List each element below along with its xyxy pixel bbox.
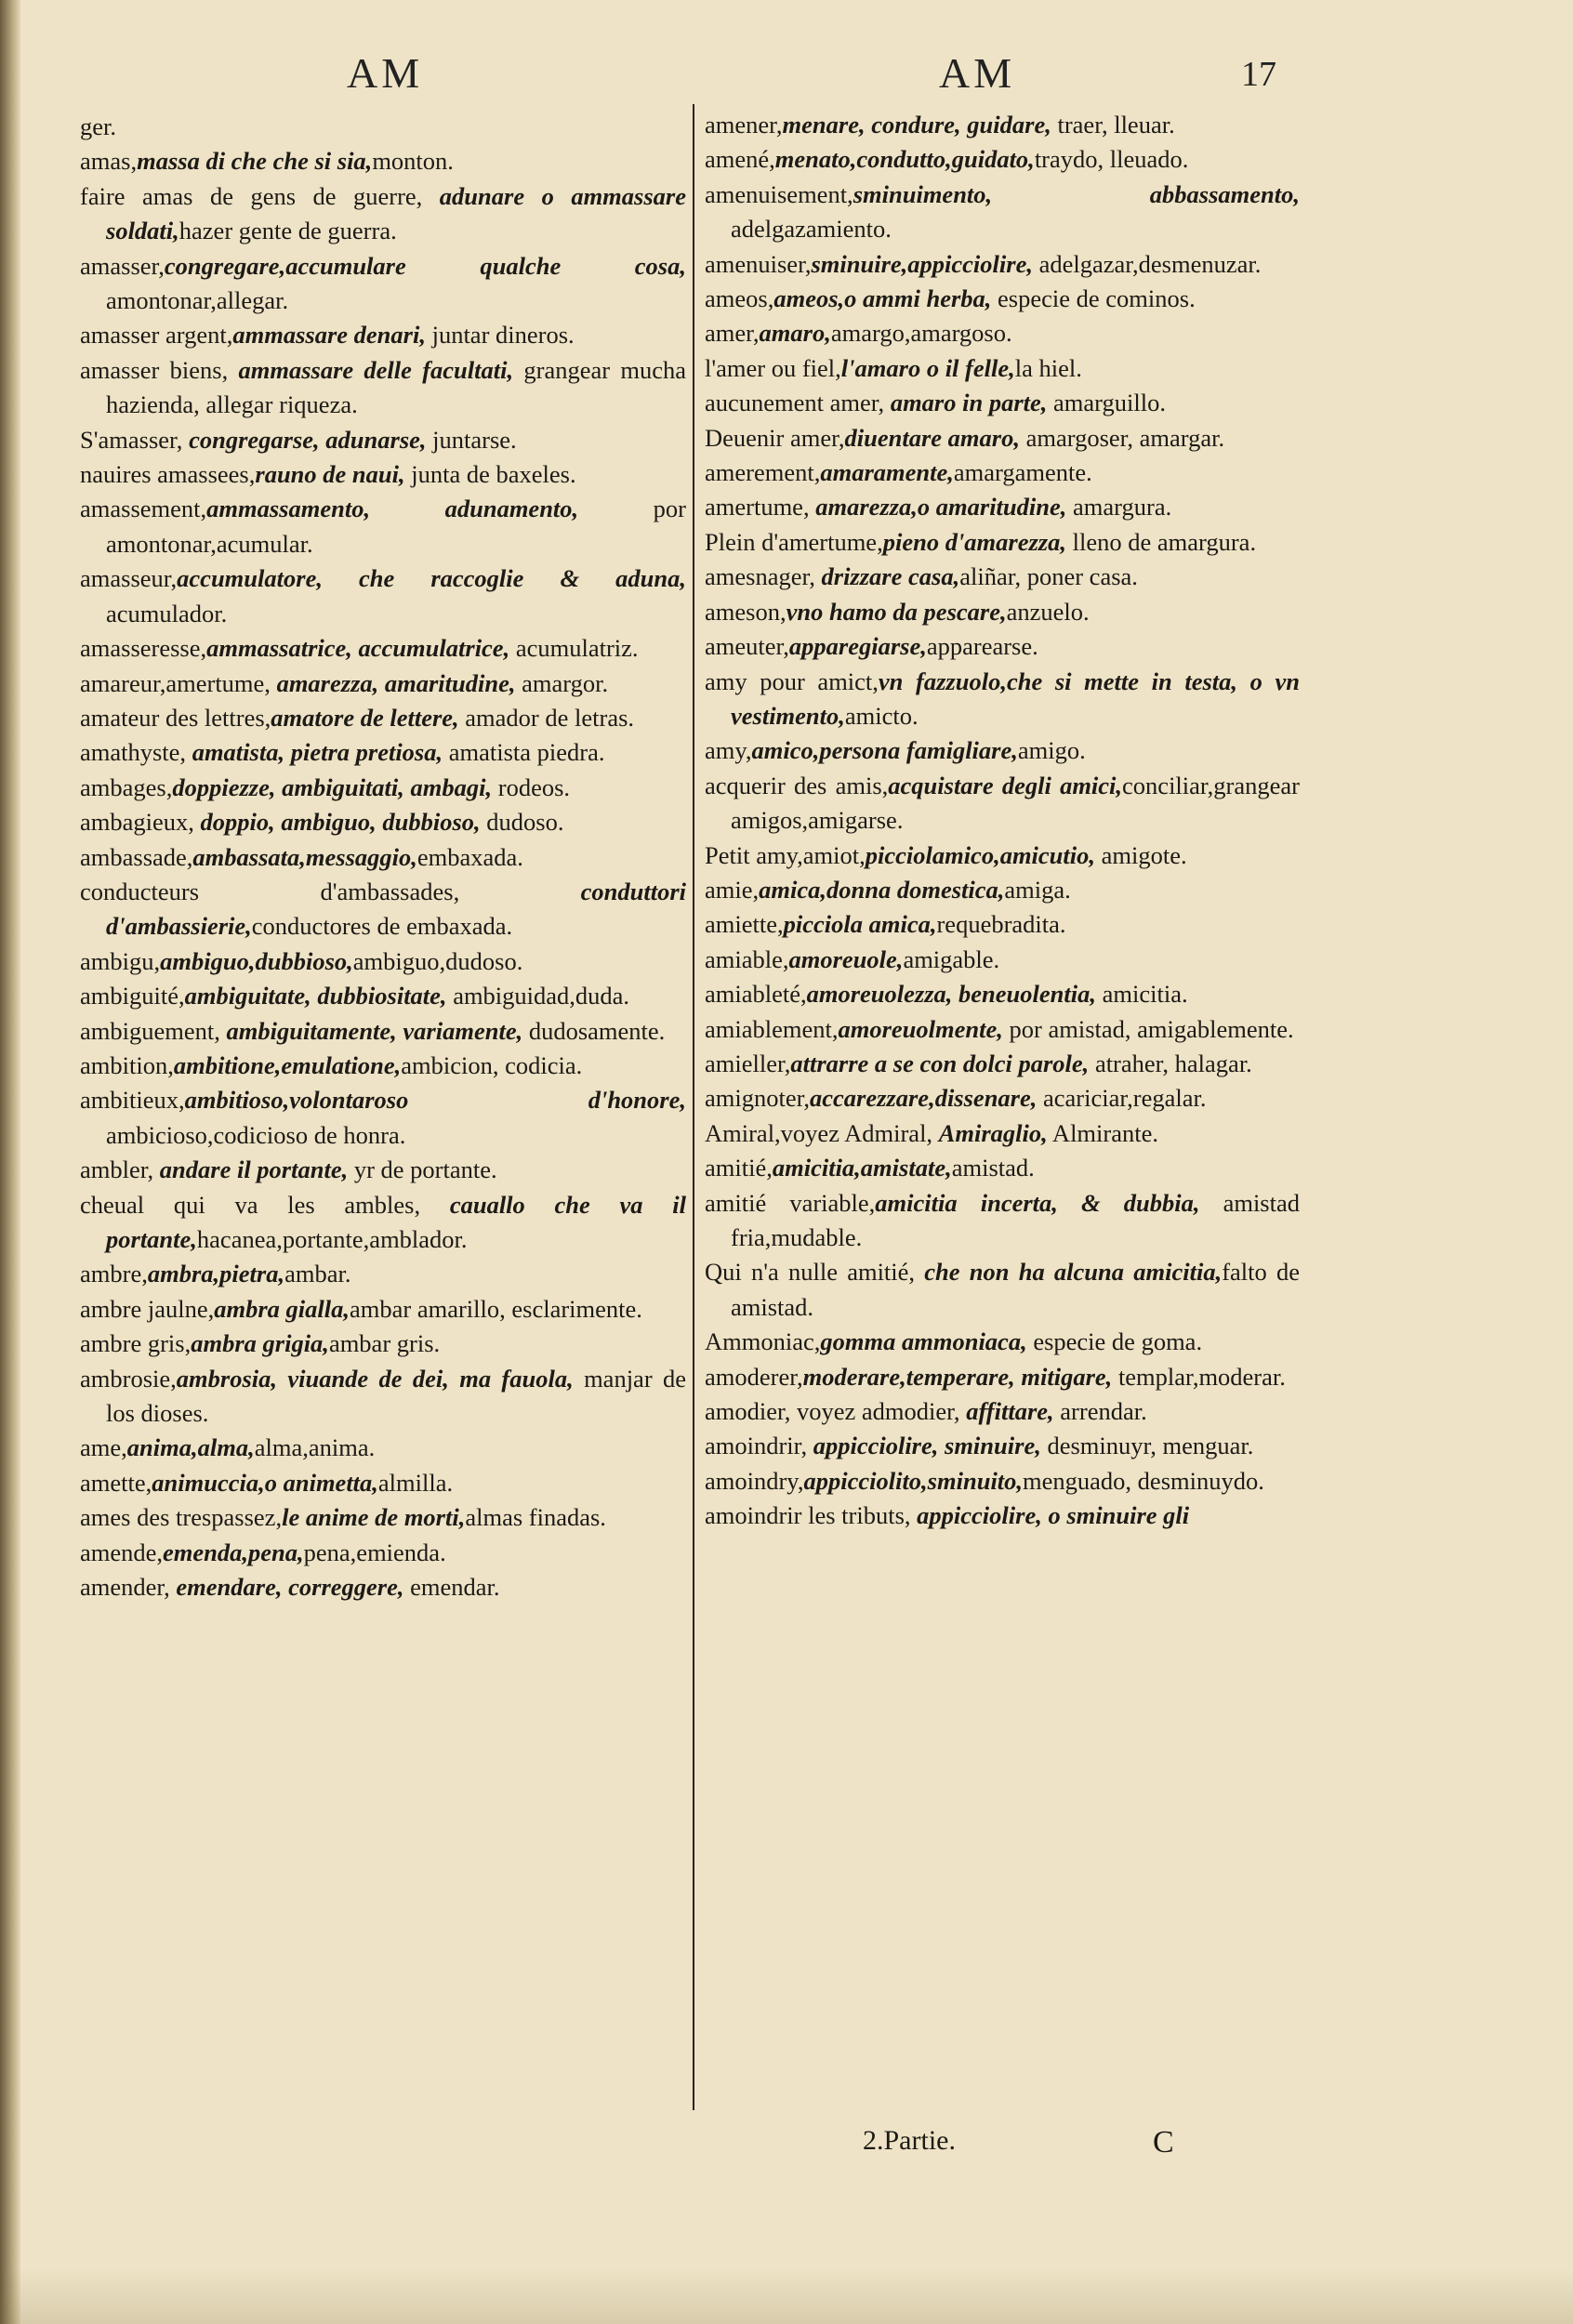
dictionary-entry <box>80 1257 686 1291</box>
dictionary-entry <box>80 805 686 839</box>
dictionary-entry <box>80 110 686 144</box>
entry-italian: conduttori d'ambassierie, <box>106 877 686 941</box>
dictionary-entry <box>80 1327 686 1361</box>
dictionary-entry <box>705 769 1300 838</box>
dictionary-entry <box>80 1049 686 1083</box>
entry-italian: ambiguitate, dubbiositate, <box>184 982 447 1010</box>
entry-spanish: Almirante. <box>1047 1118 1158 1147</box>
entry-headword: amasser, <box>80 251 165 280</box>
entry-headword: Plein d'amertume, <box>705 527 883 556</box>
entry-italian: amoreuole, <box>788 944 904 973</box>
dictionary-entry <box>705 1499 1300 1533</box>
dictionary-entry <box>705 247 1300 282</box>
entry-italian: ambiguo,dubbioso, <box>160 946 353 975</box>
dictionary-entry <box>705 560 1300 594</box>
entry-spanish: amargura. <box>1066 493 1172 522</box>
entry-italian: picciola amica, <box>783 910 937 939</box>
entry-italian: ambitione,emulatione, <box>173 1050 402 1079</box>
entry-headword: amasser argent, <box>80 321 233 350</box>
entry-headword: amender, <box>80 1573 177 1602</box>
entry-italian: menato,condutto,guidato, <box>774 145 1035 174</box>
entry-italian: congregarse, adunarse, <box>189 425 427 454</box>
entry-spanish: amicitia. <box>1096 980 1188 1009</box>
entry-italian: anima,alma, <box>126 1433 255 1462</box>
entry-headword: ambiguité, <box>80 982 185 1010</box>
dictionary-entry <box>705 456 1300 490</box>
entry-italian: amicitia,amistate, <box>772 1154 952 1182</box>
dictionary-entry <box>705 873 1300 907</box>
dictionary-entry <box>705 386 1300 420</box>
entry-headword: amertume, <box>705 493 816 522</box>
entry-spanish: amatista piedra. <box>443 738 605 767</box>
entry-italian: drizzare casa, <box>821 562 960 591</box>
entry-italian: Amiraglio, <box>938 1118 1048 1147</box>
dictionary-entry <box>80 318 686 352</box>
entry-spanish: amargor. <box>515 668 609 697</box>
entry-headword: amieller, <box>705 1049 791 1077</box>
dictionary-entry <box>80 944 686 979</box>
dictionary-entry <box>705 108 1300 142</box>
entry-headword: amassement, <box>80 495 207 523</box>
dictionary-entry <box>705 316 1300 350</box>
dictionary-entry <box>705 1151 1300 1185</box>
entry-italian: animuccia,o animetta, <box>152 1468 378 1497</box>
entry-spanish: adelgazar,desmenuzar. <box>1032 249 1262 278</box>
entry-spanish: amicto. <box>844 701 919 730</box>
entry-headword: amoindrir les tributs, <box>705 1501 918 1530</box>
dictionary-entry <box>80 423 686 457</box>
dictionary-entry <box>705 525 1300 560</box>
entry-italian: diuentare amaro, <box>844 423 1020 452</box>
entry-spanish: aliñar, poner casa. <box>959 562 1138 591</box>
dictionary-entry <box>705 1429 1300 1463</box>
dictionary-entry <box>705 1360 1300 1394</box>
entry-spanish: amistad. <box>951 1154 1035 1182</box>
entry-italian: amicitia incerta, & dubbia, <box>875 1188 1200 1217</box>
entry-italian: doppio, ambiguo, dubbioso, <box>200 808 481 837</box>
entry-spanish: amarguillo. <box>1047 389 1166 417</box>
dictionary-entry <box>80 875 686 944</box>
entry-spanish: juntarse. <box>426 425 517 454</box>
entry-spanish: menguado, desminuydo. <box>1023 1466 1264 1495</box>
entry-headword: amateur des lettres, <box>80 703 271 732</box>
entry-headword: Deuenir amer, <box>705 423 845 452</box>
entry-headword: amy pour amict, <box>705 667 879 695</box>
entry-spanish: junta de baxeles. <box>404 460 576 489</box>
dictionary-entry <box>80 840 686 875</box>
entry-headword: amiablement, <box>705 1014 839 1043</box>
entry-italian: attrarre a se con dolci parole, <box>790 1049 1090 1077</box>
dictionary-entry <box>705 1081 1300 1116</box>
dictionary-entry <box>80 1431 686 1465</box>
entry-spanish: desminuyr, menguar. <box>1040 1432 1254 1460</box>
entry-headword: ames des trespassez, <box>80 1503 283 1532</box>
dictionary-entry <box>80 1500 686 1535</box>
entry-headword: amoderer, <box>705 1362 803 1391</box>
entry-spanish: juntar dineros. <box>425 321 575 350</box>
entry-headword: ambiguement, <box>80 1016 227 1045</box>
entry-headword: amenuiser, <box>705 249 812 278</box>
dictionary-entry <box>80 667 686 701</box>
entry-italian: congregare,accumulare qualche cosa, <box>164 251 686 280</box>
entry-headword: ambre jaulne, <box>80 1294 215 1323</box>
entry-italian: ambra grigia, <box>191 1329 329 1358</box>
entry-headword: amodier, voyez admodier, <box>705 1397 967 1426</box>
entry-spanish: manjar de los dioses. <box>106 1364 686 1428</box>
entry-italian: cauallo che va il portante, <box>106 1190 686 1253</box>
dictionary-entry <box>705 629 1300 664</box>
entry-italian: amaro, <box>759 319 831 348</box>
entry-italian: amaro in parte, <box>890 389 1048 417</box>
entry-spanish: almilla. <box>377 1468 454 1497</box>
entry-italian: acquistare degli amici, <box>888 771 1123 799</box>
dictionary-entry <box>705 142 1300 177</box>
entry-headword: Qui n'a nulle amitié, <box>705 1258 925 1287</box>
dictionary-entry <box>705 943 1300 977</box>
dictionary-entry <box>705 1186 1300 1256</box>
running-head-right: AM <box>939 49 1016 97</box>
dictionary-entry <box>705 1047 1300 1081</box>
dictionary-entry <box>705 282 1300 316</box>
entry-headword: amasseur, <box>80 564 178 593</box>
dictionary-entry <box>80 1362 686 1432</box>
entry-spanish: amargamente. <box>953 458 1092 487</box>
entry-italian: rauno de naui, <box>255 460 405 489</box>
entry-headword: l'amer ou fiel, <box>705 353 841 382</box>
entry-headword: S'amasser, <box>80 425 190 454</box>
dictionary-entry <box>80 631 686 666</box>
entry-headword: ameson, <box>705 597 786 626</box>
entry-italian: ammassatrice, accumulatrice, <box>206 634 510 663</box>
entry-spanish: hacanea,portante,amblador. <box>196 1225 468 1253</box>
dictionary-entry <box>705 1012 1300 1047</box>
dictionary-entry <box>80 701 686 735</box>
entry-spanish: amargoser, amargar. <box>1019 423 1225 452</box>
entry-headword: amoindrir, <box>705 1432 813 1460</box>
entry-headword: ambler, <box>80 1155 160 1184</box>
entry-spanish: ambar amarillo, esclarimente. <box>349 1294 642 1323</box>
dictionary-entry <box>705 490 1300 524</box>
entry-italian: ambassata,messaggio, <box>192 842 417 871</box>
entry-spanish: lleno de amargura. <box>1066 527 1257 556</box>
entry-spanish: acumulador. <box>106 599 228 627</box>
entry-spanish: conductores de embaxada. <box>251 912 513 941</box>
entry-spanish: amistad fria,mudable. <box>731 1188 1300 1251</box>
entry-spanish: anzuelo. <box>1006 597 1090 626</box>
entry-spanish: traer, lleuar. <box>1051 111 1175 139</box>
dictionary-entry <box>705 178 1300 247</box>
entry-headword: amette, <box>80 1468 152 1497</box>
entry-spanish: requebradita. <box>936 910 1066 939</box>
entry-headword: amie, <box>705 875 760 904</box>
book-binding-shadow <box>0 0 20 2324</box>
dictionary-entry <box>80 144 686 178</box>
dictionary-entry <box>80 1536 686 1570</box>
entry-headword: faire amas de gens de guerre, <box>80 181 440 210</box>
right-column <box>705 108 1300 1534</box>
entry-spanish: amigote. <box>1095 840 1187 869</box>
entry-italian: pieno d'amarezza, <box>882 527 1066 556</box>
entry-headword: ameuter, <box>705 632 789 661</box>
entry-spanish: ambicion, codicia. <box>401 1050 583 1079</box>
entry-italian: sminuimento, abbassamento, <box>853 179 1300 208</box>
dictionary-entry <box>80 771 686 805</box>
dictionary-entry <box>705 1325 1300 1359</box>
entry-headword: Amiral,voyez Admiral, <box>705 1118 939 1147</box>
entry-spanish: conciliar,grangear amigos,amigarse. <box>731 771 1300 835</box>
entry-headword: amenuisement, <box>705 179 853 208</box>
entry-italian: accumulatore, che raccoglie & aduna, <box>177 564 686 593</box>
entry-spanish: especie de cominos. <box>991 284 1196 313</box>
entry-headword: ambrosie, <box>80 1364 177 1393</box>
entry-italian: ambiguitamente, variamente, <box>226 1016 523 1045</box>
entry-italian: l'amaro o il felle, <box>840 353 1015 382</box>
entry-spanish: acumulatriz. <box>509 634 639 663</box>
entry-spanish: arrendar. <box>1053 1397 1147 1426</box>
dictionary-entry <box>705 907 1300 942</box>
entry-headword: conducteurs d'ambassades, <box>80 877 581 905</box>
entry-headword: amiable, <box>705 944 789 973</box>
entry-spanish: dudosamente. <box>522 1016 666 1045</box>
entry-italian: ambitioso,volontaroso d'honore, <box>184 1086 686 1115</box>
entry-spanish: emendar. <box>403 1573 500 1602</box>
entry-italian: ammassamento, adunamento, <box>206 495 579 523</box>
dictionary-entry <box>80 561 686 631</box>
entry-spanish: traydo, lleuado. <box>1034 145 1189 174</box>
entry-headword: amas, <box>80 147 138 176</box>
entry-headword: amasser biens, <box>80 355 239 384</box>
entry-spanish: por amontonar,acumular. <box>106 495 686 558</box>
entry-headword: amené, <box>705 145 775 174</box>
entry-spanish: amontonar,allegar. <box>106 286 289 315</box>
entry-headword: amende, <box>80 1538 164 1566</box>
entry-headword: amesnager, <box>705 562 822 591</box>
page-edge-shadow <box>0 2268 1573 2324</box>
entry-spanish: almas finadas. <box>465 1503 606 1532</box>
entry-headword: ambre, <box>80 1260 148 1288</box>
dictionary-entry <box>705 421 1300 456</box>
signature-mark: C <box>1153 2125 1174 2159</box>
dictionary-entry <box>705 351 1300 386</box>
entry-spanish: atraher, halagar. <box>1089 1049 1252 1077</box>
dictionary-entry <box>80 1188 686 1258</box>
entry-headword: Petit amy,amiot, <box>705 840 866 869</box>
entry-spanish: monton. <box>372 147 454 176</box>
entry-spanish: la hiel. <box>1014 353 1082 382</box>
dictionary-entry <box>705 733 1300 768</box>
entry-italian: appicciolire, o sminuire gli <box>917 1501 1190 1530</box>
dictionary-entry <box>705 1464 1300 1499</box>
dictionary-entry <box>705 1116 1300 1151</box>
entry-headword: ambagieux, <box>80 808 201 837</box>
entry-spanish: ambicioso,codicioso de honra. <box>106 1120 406 1149</box>
entry-italian: amaramente, <box>820 458 954 487</box>
dictionary-entry <box>80 735 686 770</box>
entry-italian: menare, condure, guidare, <box>782 111 1051 139</box>
entry-spanish: hazer gente de guerra. <box>178 217 397 245</box>
entry-italian: massa di che che si sia, <box>137 147 373 176</box>
entry-italian: moderare,temperare, mitigare, <box>802 1362 1113 1391</box>
entry-italian: emenda,pena, <box>163 1538 304 1566</box>
entry-spanish: yr de portante. <box>348 1155 497 1184</box>
entry-italian: le anime de morti, <box>282 1503 466 1532</box>
entry-italian: ambrosia, viuande de dei, ma fauola, <box>176 1364 574 1393</box>
entry-headword: ameos, <box>705 284 774 313</box>
column-divider <box>693 104 694 2110</box>
entry-headword: nauires amassees, <box>80 460 256 489</box>
page-number: 17 <box>1241 55 1276 94</box>
entry-spanish: ambiguo,dudoso. <box>352 946 523 975</box>
entry-headword: ambassade, <box>80 842 193 871</box>
entry-headword: amareur,amertume, <box>80 668 277 697</box>
entry-headword: acquerir des amis, <box>705 771 889 799</box>
part-label: 2.Partie. <box>863 2125 956 2156</box>
entry-headword: amener, <box>705 111 783 139</box>
entry-spanish: dudoso. <box>480 808 564 837</box>
entry-headword: aucunement amer, <box>705 389 891 417</box>
entry-headword: amasseresse, <box>80 634 207 663</box>
entry-italian: amatore de lettere, <box>271 703 459 732</box>
dictionary-entry <box>80 457 686 492</box>
dictionary-entry <box>80 1153 686 1187</box>
entry-headword: amiableté, <box>705 980 807 1009</box>
entry-italian: ambra gialla, <box>214 1294 350 1323</box>
entry-spanish: ambar gris. <box>328 1329 441 1358</box>
dictionary-entry <box>705 595 1300 629</box>
entry-italian: picciolamico,amicutio, <box>865 840 1096 869</box>
entry-italian: amica,donna domestica, <box>759 875 1005 904</box>
entry-spanish: rodeos. <box>492 772 571 801</box>
entry-italian: che non ha alcuna amicitia, <box>924 1258 1223 1287</box>
entry-italian: amatista, pietra pretiosa, <box>192 738 443 767</box>
entry-spanish: falto de amistad. <box>731 1258 1301 1321</box>
entry-italian: amarezza,o amaritudine, <box>815 493 1067 522</box>
entry-headword: amy, <box>705 736 752 765</box>
entry-italian: ammassare delle facultati, <box>238 355 514 384</box>
entry-italian: gomma ammoniaca, <box>820 1327 1027 1356</box>
entry-spanish: por amistad, amigablemente. <box>1002 1014 1294 1043</box>
entry-spanish: adelgazamiento. <box>731 215 892 244</box>
dictionary-entry <box>705 838 1300 873</box>
dictionary-entry <box>80 353 686 423</box>
entry-italian: affittare, <box>966 1397 1054 1426</box>
entry-headword: amiette, <box>705 910 784 939</box>
entry-headword: ambigu, <box>80 946 161 975</box>
entry-headword: amathyste, <box>80 738 192 767</box>
dictionary-entry <box>80 1292 686 1327</box>
entry-spanish: amador de letras. <box>458 703 635 732</box>
entry-spanish: grangear mucha hazienda, allegar riqueza. <box>106 355 686 419</box>
entry-headword: amitié variable, <box>705 1188 876 1217</box>
dictionary-entry <box>80 1570 686 1604</box>
entry-headword: Ammoniac, <box>705 1327 821 1356</box>
entry-headword: ambre gris, <box>80 1329 192 1358</box>
dictionary-entry <box>80 179 686 249</box>
dictionary-entry <box>80 979 686 1013</box>
entry-headword: amitié, <box>705 1154 773 1182</box>
running-head-left: AM <box>347 49 424 97</box>
entry-italian: andare il portante, <box>159 1155 349 1184</box>
entry-italian: doppiezze, ambiguitati, ambagi, <box>172 772 493 801</box>
entry-spanish: acariciar,regalar. <box>1037 1084 1207 1113</box>
entry-italian: vn fazzuolo,che si mette in testa, o vn vestimento, <box>731 667 1300 730</box>
entry-italian: ambra,pietra, <box>147 1260 285 1288</box>
left-column <box>80 110 686 1604</box>
entry-italian: ammassare denari, <box>232 321 426 350</box>
entry-italian: appicciolito,sminuito, <box>803 1466 1024 1495</box>
entry-spanish: ambar. <box>284 1260 351 1288</box>
entry-headword: cheual qui va les ambles, <box>80 1190 450 1219</box>
dictionary-entry <box>80 1014 686 1049</box>
entry-headword: ambitieux, <box>80 1086 185 1115</box>
entry-italian: amoreuolezza, beneuolentia, <box>806 980 1097 1009</box>
dictionary-entry <box>80 249 686 319</box>
entry-spanish: pena,emienda. <box>303 1538 446 1566</box>
entry-italian: ameos,o ammi herba, <box>773 284 992 313</box>
entry-headword: ger. <box>80 112 116 140</box>
entry-italian: amoreuolmente, <box>838 1014 1003 1043</box>
entry-spanish: amigo. <box>1017 736 1086 765</box>
dictionary-entry <box>705 1255 1300 1325</box>
dictionary-entry <box>705 1394 1300 1429</box>
dictionary-entry <box>80 1083 686 1153</box>
entry-headword: amerement, <box>705 458 821 487</box>
entry-italian: accarezzare,dissenare, <box>810 1084 1038 1113</box>
entry-italian: vno hamo da pescare, <box>786 597 1007 626</box>
dictionary-entry <box>80 492 686 561</box>
entry-headword: amer, <box>705 319 760 348</box>
entry-spanish: templar,moderar. <box>1112 1362 1286 1391</box>
dictionary-entry <box>705 665 1300 734</box>
entry-italian: appicciolire, sminuire, <box>813 1432 1041 1460</box>
entry-headword: ame, <box>80 1433 127 1462</box>
entry-spanish: embaxada. <box>416 842 523 871</box>
dictionary-entry <box>705 977 1300 1011</box>
entry-spanish: especie de goma. <box>1026 1327 1203 1356</box>
entry-spanish: amargo,amargoso. <box>830 319 1012 348</box>
dictionary-entry <box>80 1466 686 1500</box>
entry-headword: amoindry, <box>705 1466 804 1495</box>
entry-italian: amarezza, amaritudine, <box>276 668 516 697</box>
entry-italian: amico,persona famigliare, <box>751 736 1018 765</box>
entry-italian: sminuire,appicciolire, <box>811 249 1033 278</box>
entry-spanish: apparearse. <box>926 632 1038 661</box>
entry-spanish: amiga. <box>1004 875 1071 904</box>
entry-headword: ambition, <box>80 1050 174 1079</box>
entry-spanish: amigable. <box>903 944 1000 973</box>
entry-headword: amignoter, <box>705 1084 811 1113</box>
entry-headword: ambages, <box>80 772 173 801</box>
entry-italian: apparegiarse, <box>788 632 927 661</box>
entry-spanish: alma,anima. <box>254 1433 376 1462</box>
entry-spanish: ambiguidad,duda. <box>446 982 630 1010</box>
entry-italian: adunare o ammassare soldati, <box>106 181 686 245</box>
entry-italian: emendare, correggere, <box>176 1573 404 1602</box>
